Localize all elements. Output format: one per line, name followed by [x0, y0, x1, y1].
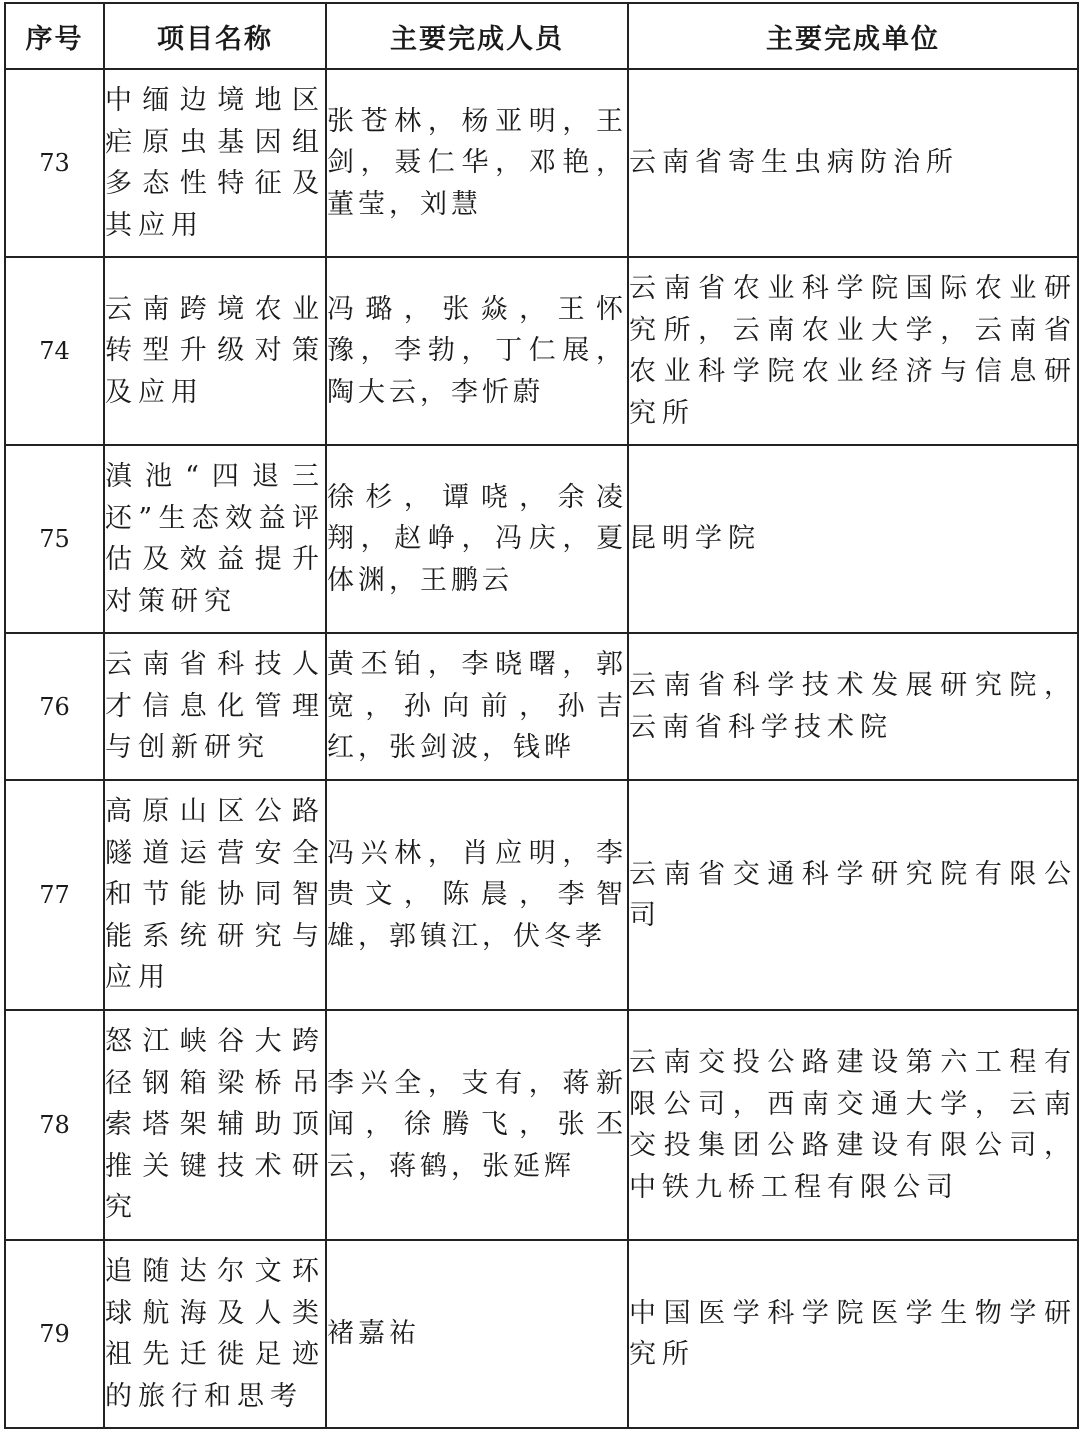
row-number: 73 — [5, 69, 104, 257]
row-number: 78 — [5, 1010, 104, 1240]
main-unit: 云南交投公路建设第六工程有限公司，西南交通大学，云南交投集团公路建设有限公司，中铁九桥工程有限公司 — [628, 1010, 1078, 1240]
row-number: 74 — [5, 257, 104, 445]
row-number: 76 — [5, 633, 104, 780]
table-row — [5, 1010, 1078, 1240]
main-unit: 云南省寄生虫病防治所 — [628, 69, 1078, 257]
main-people: 李兴全，支有，蒋新闻，徐腾飞，张丕云，蒋鹤，张延辉 — [326, 1010, 628, 1240]
row-number: 77 — [5, 780, 104, 1010]
table-row — [5, 1240, 1078, 1428]
project-name: 追随达尔文环球航海及人类祖先迁徙足迹的旅行和思考 — [104, 1240, 326, 1428]
header-number: 序号 — [5, 3, 104, 69]
project-name: 怒江峡谷大跨径钢箱梁桥吊索塔架辅助顶推关键技术研究 — [104, 1010, 326, 1240]
table-row — [5, 445, 1078, 633]
header-main-unit: 主要完成单位 — [628, 3, 1078, 69]
main-people: 冯璐，张焱，王怀豫，李勃，丁仁展，陶大云，李忻蔚 — [326, 257, 628, 445]
project-name: 中缅边境地区疟原虫基因组多态性特征及其应用 — [104, 69, 326, 257]
main-people: 冯兴林，肖应明，李贵文，陈晨，李智雄，郭镇江，伏冬孝 — [326, 780, 628, 1010]
table-row — [5, 69, 1078, 257]
row-number: 75 — [5, 445, 104, 633]
table-row — [5, 257, 1078, 445]
project-name: 云南跨境农业转型升级对策及应用 — [104, 257, 326, 445]
main-people: 黄丕铂，李晓曙，郭宽，孙向前，孙吉红，张剑波，钱晔 — [326, 633, 628, 780]
header-row — [5, 3, 1078, 69]
project-name: 云南省科技人才信息化管理与创新研究 — [104, 633, 326, 780]
main-unit: 中国医学科学院医学生物学研究所 — [628, 1240, 1078, 1428]
project-name: 滇池“四退三还”生态效益评估及效益提升对策研究 — [104, 445, 326, 633]
table-row — [5, 780, 1078, 1010]
awards-table — [4, 2, 1079, 1429]
project-name: 高原山区公路隧道运营安全和节能协同智能系统研究与应用 — [104, 780, 326, 1010]
main-unit: 云南省农业科学院国际农业研究所，云南农业大学，云南省农业科学院农业经济与信息研究所 — [628, 257, 1078, 445]
header-main-people: 主要完成人员 — [326, 3, 628, 69]
main-unit: 昆明学院 — [628, 445, 1078, 633]
header-project-name: 项目名称 — [104, 3, 326, 69]
main-unit: 云南省科学技术发展研究院，云南省科学技术院 — [628, 633, 1078, 780]
main-people: 褚嘉祐 — [326, 1240, 628, 1428]
main-unit: 云南省交通科学研究院有限公司 — [628, 780, 1078, 1010]
main-people: 张苍林，杨亚明，王剑，聂仁华，邓艳，董莹，刘慧 — [326, 69, 628, 257]
table-row — [5, 633, 1078, 780]
main-people: 徐杉，谭哓，余凌翔，赵峥，冯庆，夏体渊，王鹏云 — [326, 445, 628, 633]
row-number: 79 — [5, 1240, 104, 1428]
